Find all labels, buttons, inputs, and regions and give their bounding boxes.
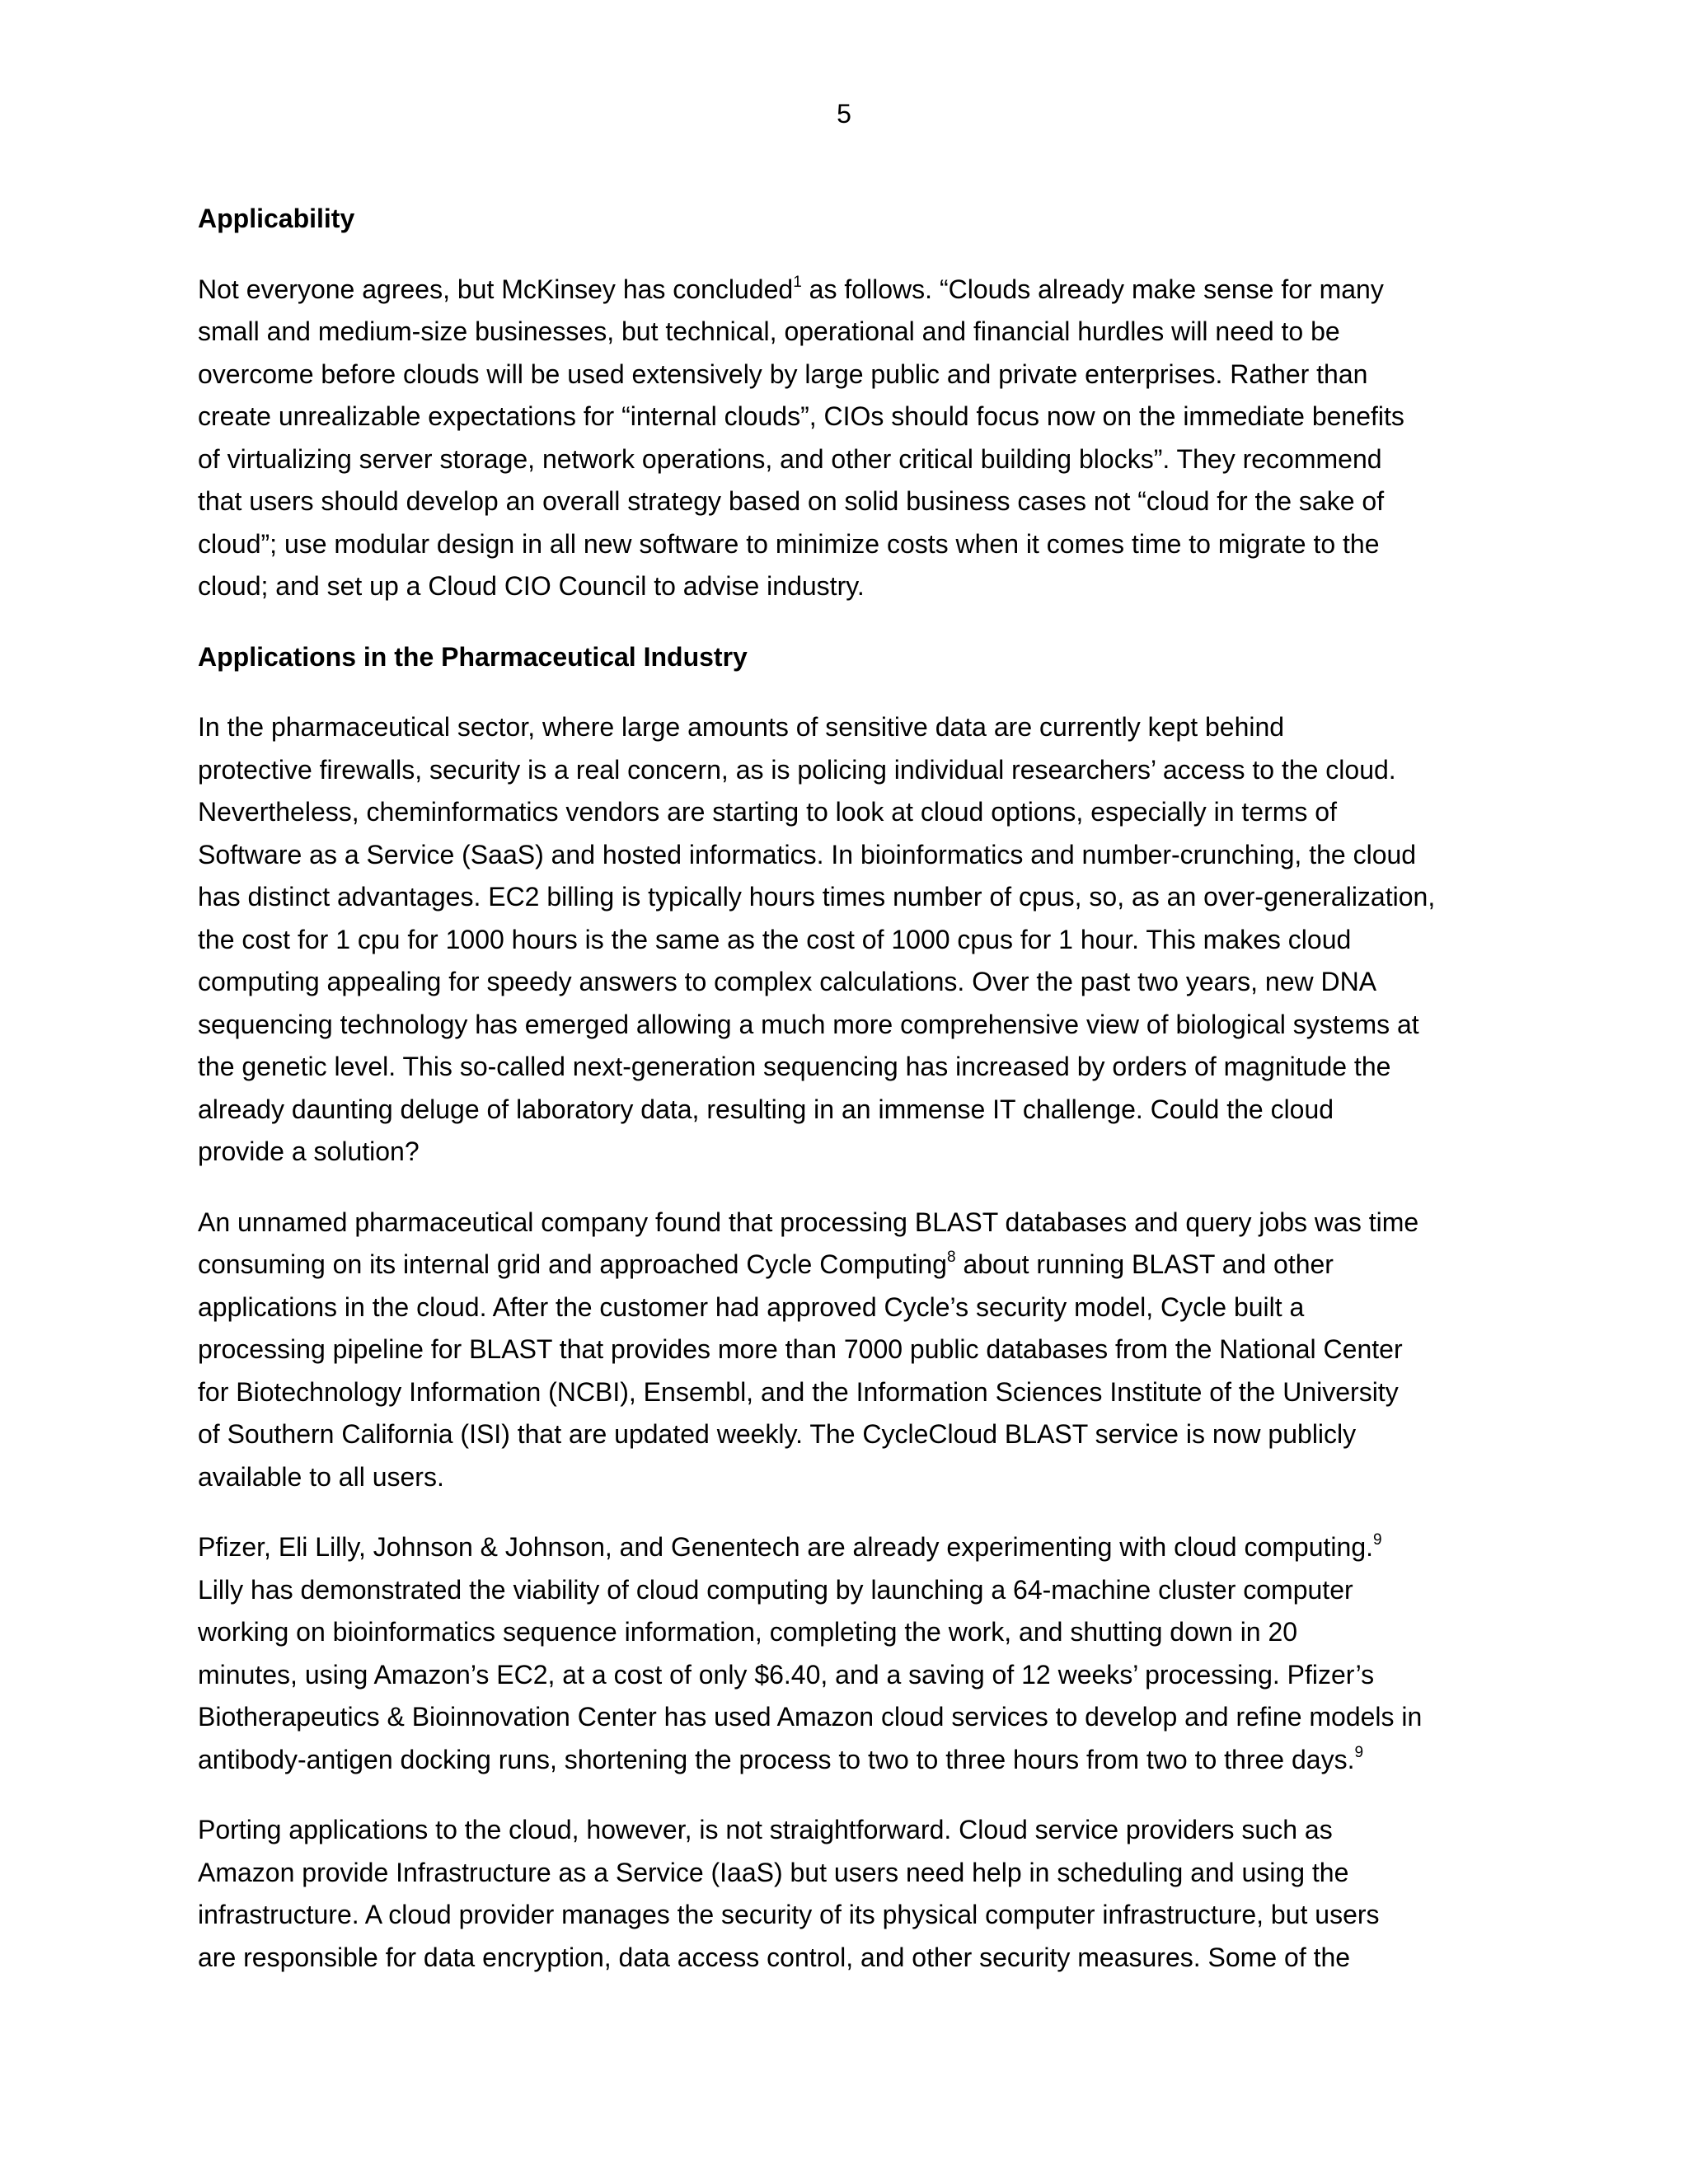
line-text: as follows. “Clouds already make sense for many <box>801 274 1384 304</box>
paragraph <box>198 1202 1500 1499</box>
text-line <box>198 480 1500 523</box>
line-text: provide a solution? <box>198 1137 420 1166</box>
paragraph <box>198 1526 1500 1781</box>
text-line <box>198 523 1500 566</box>
line-text: Nevertheless, cheminformatics vendors are starting to look at cloud options, especially in terms of <box>198 797 1337 827</box>
line-text: antibody-antigen docking runs, shortening the process to two to three hours from two to three days. <box>198 1744 1355 1774</box>
section <box>198 198 1500 608</box>
text-line <box>198 961 1500 1004</box>
line-text: small and medium-size businesses, but technical, operational and financial hurdles will need to be <box>198 316 1340 346</box>
text-line <box>198 1131 1500 1174</box>
text-line <box>198 438 1500 481</box>
text-line <box>198 565 1500 608</box>
text-line <box>198 1413 1500 1456</box>
line-text: has distinct advantages. EC2 billing is typically hours times number of cpus, so, as an over-generalization, <box>198 882 1436 912</box>
paragraph <box>198 706 1500 1174</box>
line-text: cloud; and set up a Cloud CIO Council to advise industry. <box>198 571 865 601</box>
text-line <box>198 1696 1500 1739</box>
text-line <box>198 1046 1500 1089</box>
text-line <box>198 354 1500 396</box>
line-text: sequencing technology has emerged allowing a much more comprehensive view of biological systems at <box>198 1009 1419 1039</box>
footnote-reference: 1 <box>793 273 802 291</box>
line-text: of virtualizing server storage, network operations, and other critical building blocks”. They recommend <box>198 443 1382 474</box>
line-text: minutes, using Amazon’s EC2, at a cost of only $6.40, and a saving of 12 weeks’ processing. Pfizer’s <box>198 1659 1375 1690</box>
line-text: Porting applications to the cloud, however, is not straightforward. Cloud service providers such as <box>198 1815 1333 1844</box>
line-text: Biotherapeutics & Bioinnovation Center has used Amazon cloud services to develop and refine models in <box>198 1702 1423 1732</box>
line-text: consuming on its internal grid and approached Cycle Computing <box>198 1249 947 1279</box>
line-text: that users should develop an overall strategy based on solid business cases not “cloud for the sake of <box>198 486 1385 516</box>
text-line <box>198 396 1500 438</box>
document-body <box>198 198 1500 2007</box>
line-text: Software as a Service (SaaS) and hosted informatics. In bioinformatics and number-crunching, the cloud <box>198 839 1417 869</box>
line-text: processing pipeline for BLAST that provides more than 7000 public databases from the National Center <box>198 1334 1403 1364</box>
line-text: protective firewalls, security is a real concern, as is policing individual researchers’ access to the cloud. <box>198 754 1396 785</box>
line-text: of Southern California (ISI) that are updated weekly. The CycleCloud BLAST service is now publicly <box>198 1419 1357 1449</box>
text-line <box>198 876 1500 919</box>
line-text: An unnamed pharmaceutical company found that processing BLAST databases and query jobs was time <box>198 1207 1419 1237</box>
text-line <box>198 1456 1500 1499</box>
text-line <box>198 1286 1500 1329</box>
text-line <box>198 749 1500 792</box>
line-text: cloud”; use modular design in all new software to minimize costs when it comes time to migrate to the <box>198 528 1380 559</box>
text-line <box>198 1202 1500 1244</box>
text-line <box>198 1244 1500 1286</box>
section-heading: Applications in the Pharmaceutical Industry <box>198 641 748 672</box>
footnote-reference: 9 <box>1354 1743 1364 1761</box>
line-text: infrastructure. A cloud provider manages the security of its physical computer infrastructure, but users <box>198 1900 1380 1929</box>
text-line <box>198 834 1500 877</box>
line-text: Lilly has demonstrated the viability of cloud computing by launching a 64-machine cluster computer <box>198 1574 1353 1605</box>
text-line <box>198 1611 1500 1654</box>
text-line <box>198 706 1500 749</box>
text-line <box>198 1371 1500 1414</box>
line-text: Not everyone agrees, but McKinsey has concluded <box>198 274 794 304</box>
section <box>198 636 1500 1980</box>
text-line <box>198 1089 1500 1132</box>
footnote-reference: 9 <box>1373 1531 1382 1549</box>
line-text: are responsible for data encryption, data access control, and other security measures. Some of the <box>198 1942 1351 1972</box>
line-text: Amazon provide Infrastructure as a Service (IaaS) but users need help in scheduling and using the <box>198 1857 1349 1887</box>
text-line <box>198 1894 1500 1937</box>
footnote-reference: 8 <box>946 1249 956 1267</box>
line-text: about running BLAST and other <box>955 1249 1334 1279</box>
line-text: applications in the cloud. After the customer had approved Cycle’s security model, Cycle built a <box>198 1291 1305 1322</box>
paragraph <box>198 269 1500 608</box>
line-text: create unrealizable expectations for “internal clouds”, CIOs should focus now on the immediate benefits <box>198 401 1404 431</box>
text-line <box>198 1852 1500 1895</box>
line-text: the cost for 1 cpu for 1000 hours is the same as the cost of 1000 cpus for 1 hour. This makes cloud <box>198 924 1352 954</box>
line-text: computing appealing for speedy answers to complex calculations. Over the past two years, new DNA <box>198 967 1377 996</box>
line-text: Pfizer, Eli Lilly, Johnson & Johnson, and Genentech are already experimenting with cloud computing. <box>198 1532 1373 1562</box>
line-text: working on bioinformatics sequence information, completing the work, and shutting down in 20 <box>198 1617 1298 1647</box>
page-number: 5 <box>837 99 851 129</box>
text-line <box>198 1569 1500 1612</box>
text-line <box>198 1937 1500 1980</box>
line-text: overcome before clouds will be used extensively by large public and private enterprises. Rather than <box>198 359 1368 389</box>
line-text: available to all users. <box>198 1461 444 1492</box>
paragraph <box>198 1809 1500 1979</box>
text-line <box>198 791 1500 834</box>
line-text: In the pharmaceutical sector, where large amounts of sensitive data are currently kept behind <box>198 712 1285 742</box>
text-line <box>198 919 1500 962</box>
text-line <box>198 311 1500 354</box>
text-line <box>198 1739 1500 1782</box>
text-line <box>198 1809 1500 1852</box>
line-text: already daunting deluge of laboratory data, resulting in an immense IT challenge. Could the cloud <box>198 1094 1334 1124</box>
line-text: for Biotechnology Information (NCBI), Ensembl, and the Information Sciences Institute of the University <box>198 1376 1399 1407</box>
text-line <box>198 1654 1500 1697</box>
text-line <box>198 1004 1500 1047</box>
text-line <box>198 269 1500 312</box>
line-text: the genetic level. This so-called next-generation sequencing has increased by orders of magnitude the <box>198 1052 1391 1081</box>
text-line <box>198 1526 1500 1569</box>
section-heading: Applicability <box>198 204 355 233</box>
text-line <box>198 1329 1500 1371</box>
